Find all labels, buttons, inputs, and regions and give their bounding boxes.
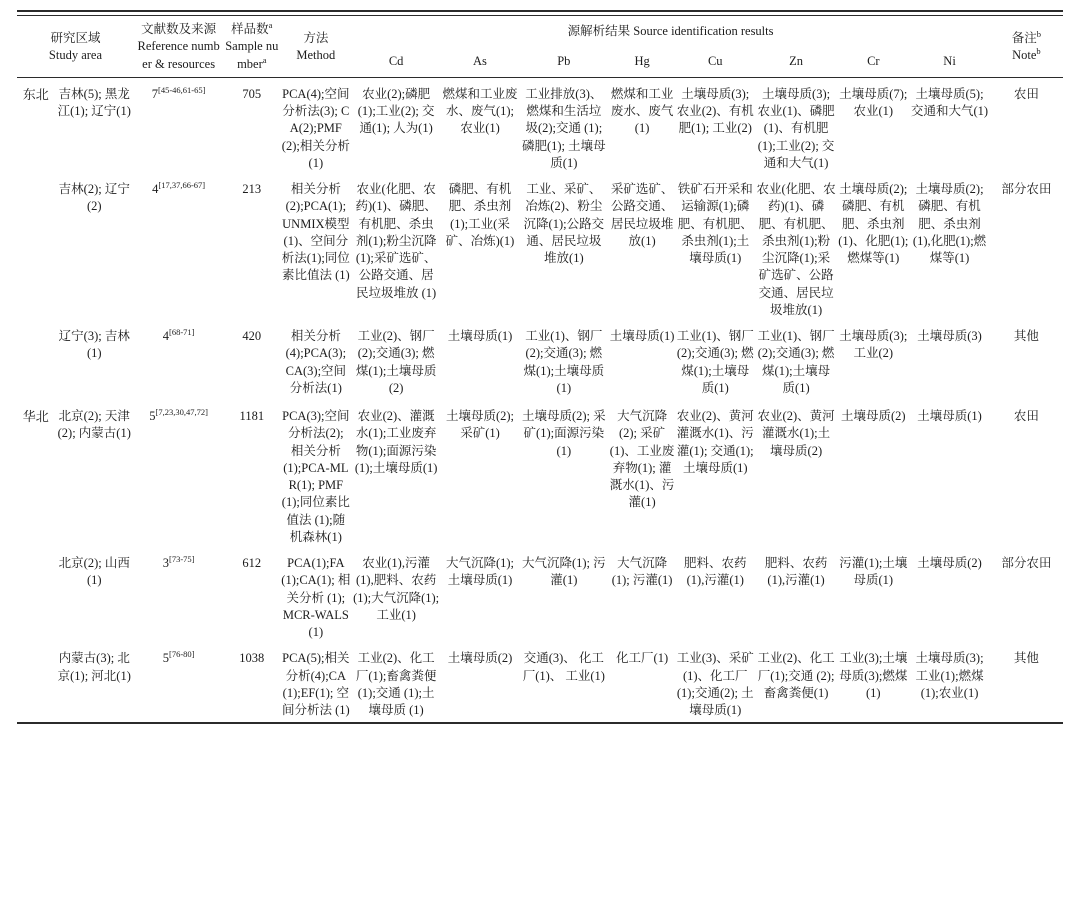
pb-cell: 交通(3)、 化工厂(1)、 工业(1) bbox=[522, 651, 605, 683]
method-cell: PCA(4);空间分析法(3); CA(2);PMF (2);相关分析(1) bbox=[281, 86, 350, 170]
table-body bbox=[17, 77, 1063, 722]
table-row bbox=[17, 175, 1063, 322]
region-label bbox=[17, 549, 55, 644]
table-header bbox=[17, 17, 1063, 77]
table-bottom-rule bbox=[17, 722, 1063, 732]
reference-cell bbox=[134, 322, 223, 400]
table-row bbox=[17, 549, 1063, 644]
table-row bbox=[17, 322, 1063, 400]
study-area-cell: 吉林(2); 辽宁(2) bbox=[58, 182, 130, 214]
cu-cell: 铁矿石开采和运输源(1);磷肥、有机肥、杀虫剂(1);土壤母质(1) bbox=[677, 182, 753, 265]
cd-cell: 农业(1),污灌 (1),肥料、农药(1);大气沉降(1); 工业(1) bbox=[353, 556, 440, 622]
reference-cell bbox=[134, 400, 223, 549]
sample-number-cell: 213 bbox=[242, 182, 262, 196]
ni-cell: 土壤母质(3) bbox=[917, 329, 982, 343]
reference-count: 4 bbox=[152, 182, 159, 196]
as-cell: 大气沉降(1); 土壤母质(1) bbox=[445, 556, 514, 588]
note-cell: 其他 bbox=[1013, 329, 1039, 343]
table-row bbox=[17, 644, 1063, 722]
note-cell: 部分农田 bbox=[1001, 556, 1052, 570]
reference-count: 5 bbox=[149, 409, 156, 423]
method-cell: 相关分析 (2);PCA(1); UNMIX模型 (1)、空间分析法(1);同位素比值法 (1) bbox=[281, 182, 350, 283]
pb-cell: 工业排放(3)、燃煤和生活垃圾(2);交通 (1);磷肥(1); 土壤母质(1) bbox=[521, 86, 606, 170]
note-cell: 部分农田 bbox=[1001, 182, 1052, 196]
source-identification-table bbox=[17, 17, 1063, 722]
table-top-double-rule bbox=[17, 10, 1063, 16]
as-cell: 燃煤和工业废水、废气(1); 农业(1) bbox=[442, 86, 518, 136]
note-cell: 农田 bbox=[1013, 86, 1039, 101]
hg-cell: 燃煤和工业废水、废气(1) bbox=[610, 86, 674, 136]
method-cell: 相关分析 (4);PCA(3); CA(3);空间分析法(1) bbox=[285, 329, 347, 395]
reference-citations: [76-80] bbox=[169, 649, 195, 660]
cu-cell: 农业(2)、黄河灌溉水(1)、污灌(1); 交通(1);土壤母质(1) bbox=[676, 409, 754, 475]
note-cell: 农田 bbox=[1013, 409, 1039, 423]
cu-cell: 土壤母质(3); 农业(2)、有机肥(1); 工业(2) bbox=[676, 86, 754, 136]
pb-cell: 工业(1)、钢厂 (2);交通(3); 燃煤(1);土壤母质(1) bbox=[523, 329, 605, 395]
header-sample-number: 样品数$^a$ Sample number$^a$ bbox=[225, 19, 279, 71]
as-cell: 土壤母质(1) bbox=[447, 329, 513, 343]
cd-cell: 工业(2)、钢厂 (2);交通(3); 燃煤(1);土壤母质(2) bbox=[355, 329, 437, 395]
table-row bbox=[17, 400, 1063, 549]
cd-cell: 农业(2);磷肥 (1);工业(2); 交通(1); 人为(1) bbox=[357, 86, 435, 136]
cr-cell: 土壤母质(2) bbox=[841, 409, 906, 423]
ni-cell: 土壤母质(2) bbox=[917, 556, 982, 570]
sample-number-cell: 420 bbox=[242, 329, 262, 343]
zn-cell: 农业(化肥、农药)(1)、磷肥、有机肥、杀虫剂(1);粉尘沉降(1);采矿选矿、公路交通、居民垃圾堆放(1) bbox=[756, 182, 836, 317]
cd-cell: 农业(化肥、农药)(1)、磷肥、有机肥、杀虫剂(1);粉尘沉降(1);采矿选矿、公路交通、居民垃圾堆放 (1) bbox=[355, 182, 437, 300]
region-label bbox=[17, 175, 55, 322]
header-element-zn: Zn bbox=[789, 54, 804, 69]
note-cell: 其他 bbox=[1013, 651, 1039, 666]
as-cell: 磷肥、有机肥、杀虫剂(1);工业(采矿、冶炼)(1) bbox=[445, 182, 515, 248]
reference-cell bbox=[134, 175, 223, 322]
study-area-cell: 吉林(5); 黑龙江(1); 辽宁(1) bbox=[57, 86, 131, 118]
zn-cell: 肥料、农药 (1),污灌(1) bbox=[764, 556, 828, 588]
as-cell: 土壤母质(2); 采矿(1) bbox=[445, 409, 514, 441]
zn-cell: 土壤母质(3); 农业(1)、磷肥 (1)、有机肥 (1);工业(2); 交通和大气(1) bbox=[757, 86, 835, 170]
method-cell: PCA(3);空间分析法(2); 相关分析 (1);PCA-MLR(1); PMF(1);同位素比值法 (1);随机森林(1) bbox=[281, 409, 350, 544]
hg-cell: 土壤母质(1) bbox=[609, 329, 675, 343]
reference-count: 4 bbox=[162, 329, 169, 343]
pb-cell: 工业、采矿、冶炼(2)、粉尘沉降(1);公路交通、居民垃圾堆放(1) bbox=[523, 182, 605, 265]
cu-cell: 工业(3)、采矿 (1)、化工厂 (1);交通(2); 土壤母质(1) bbox=[676, 651, 754, 717]
header-element-cd: Cd bbox=[388, 54, 404, 69]
study-area-cell: 内蒙古(3); 北京(1); 河北(1) bbox=[57, 651, 131, 683]
study-area-cell: 辽宁(3); 吉林(1) bbox=[58, 329, 130, 361]
hg-cell: 大气沉降(1); 污灌(1) bbox=[611, 556, 673, 588]
header-element-as: As bbox=[473, 54, 487, 69]
header-source-results: 源解析结果 Source identification results bbox=[567, 24, 774, 39]
reference-cell bbox=[134, 644, 223, 722]
header-element-pb: Pb bbox=[557, 54, 571, 69]
sample-number-cell: 612 bbox=[242, 556, 262, 570]
study-area-cell: 北京(2); 天津(2); 内蒙古(1) bbox=[57, 409, 131, 441]
region-label bbox=[17, 322, 55, 400]
reference-citations: [68-71] bbox=[169, 326, 195, 337]
region-label: 华北 bbox=[22, 409, 49, 424]
sample-number-cell: 1181 bbox=[239, 409, 265, 423]
cd-cell: 工业(2)、化工厂(1);畜禽粪便(1);交通 (1);土壤母质 (1) bbox=[355, 651, 437, 717]
reference-citations: [45-46,61-65] bbox=[158, 84, 206, 95]
hg-cell: 采矿选矿、公路交通、居民垃圾堆放(1) bbox=[610, 182, 674, 248]
header-element-cr: Cr bbox=[867, 54, 880, 69]
cu-cell: 工业(1)、钢厂 (2);交通(3); 燃煤(1);土壤母质(1) bbox=[676, 329, 754, 395]
header-element-hg: Hg bbox=[634, 54, 650, 69]
ni-cell: 土壤母质(1) bbox=[917, 409, 982, 423]
cr-cell: 污灌(1);土壤母质(1) bbox=[839, 556, 908, 588]
zn-cell: 工业(1)、钢厂 (2);交通(3); 燃煤(1);土壤母质(1) bbox=[757, 329, 835, 395]
ni-cell: 土壤母质(5); 交通和大气(1) bbox=[911, 86, 989, 118]
table-row bbox=[17, 77, 1063, 175]
zn-cell: 工业(2)、化工厂(1);交通 (2);畜禽粪便(1) bbox=[757, 651, 835, 700]
as-cell: 土壤母质(2) bbox=[447, 651, 513, 666]
ni-cell: 土壤母质(3); 工业(1);燃煤 (1);农业(1) bbox=[915, 651, 984, 700]
method-cell: PCA(5);相关分析(4);CA (1);EF(1); 空间分析法 (1) bbox=[281, 651, 350, 717]
reference-count: 7 bbox=[151, 86, 159, 101]
header-method: 方法 Method bbox=[296, 30, 336, 62]
cr-cell: 工业(3);土壤母质(3);燃煤(1) bbox=[839, 651, 908, 700]
header-element-cu: Cu bbox=[707, 54, 723, 69]
header-note: 备注$^b$ Note$^b$ bbox=[1011, 28, 1041, 62]
reference-cell bbox=[134, 549, 223, 644]
header-study-area: 研究区域 Study area bbox=[48, 30, 102, 62]
reference-count: 3 bbox=[162, 556, 169, 570]
ni-cell: 土壤母质(2); 磷肥、有机肥、杀虫剂(1),化肥(1);燃煤等(1) bbox=[912, 182, 987, 265]
region-label bbox=[17, 644, 55, 722]
cr-cell: 土壤母质(7); 农业(1) bbox=[839, 86, 908, 118]
cr-cell: 土壤母质(3); 工业(2) bbox=[839, 329, 908, 361]
cd-cell: 农业(2)、灌溉水(1);工业废弃物(1);面源污染(1);土壤母质(1) bbox=[354, 409, 438, 475]
sample-number-cell: 705 bbox=[242, 86, 262, 101]
zn-cell: 农业(2)、黄河灌溉水(1);土壤母质(2) bbox=[757, 409, 835, 458]
hg-cell: 化工厂(1) bbox=[616, 651, 669, 666]
header-reference: 文献数及来源 Reference number & resources bbox=[137, 22, 220, 71]
sample-number-cell: 1038 bbox=[239, 651, 265, 666]
cr-cell: 土壤母质(2); 磷肥、有机肥、杀虫剂(1)、化肥(1); 燃煤等(1) bbox=[838, 182, 909, 265]
pb-cell: 土壤母质(2); 采矿(1);面源污染(1) bbox=[521, 409, 606, 458]
reference-citations: [7,23,30,47,72] bbox=[155, 406, 208, 417]
reference-citations: [17,37,66-67] bbox=[158, 179, 206, 190]
pb-cell: 大气沉降(1); 污灌(1) bbox=[521, 556, 606, 588]
reference-cell bbox=[134, 77, 223, 175]
hg-cell: 大气沉降(2); 采矿(1)、工业废弃物(1); 灌溉水(1)、污灌(1) bbox=[609, 409, 675, 510]
paper-table bbox=[17, 10, 1063, 732]
region-label: 东北 bbox=[22, 86, 49, 102]
study-area-cell: 北京(2); 山西(1) bbox=[58, 556, 130, 588]
reference-citations: [73-75] bbox=[169, 553, 195, 564]
reference-count: 5 bbox=[162, 651, 169, 666]
header-element-ni: Ni bbox=[943, 54, 956, 69]
method-cell: PCA(1);FA (1);CA(1); 相关分析 (1);MCR-WALS(1) bbox=[281, 556, 351, 639]
cu-cell: 肥料、农药 (1),污灌(1) bbox=[684, 556, 747, 588]
